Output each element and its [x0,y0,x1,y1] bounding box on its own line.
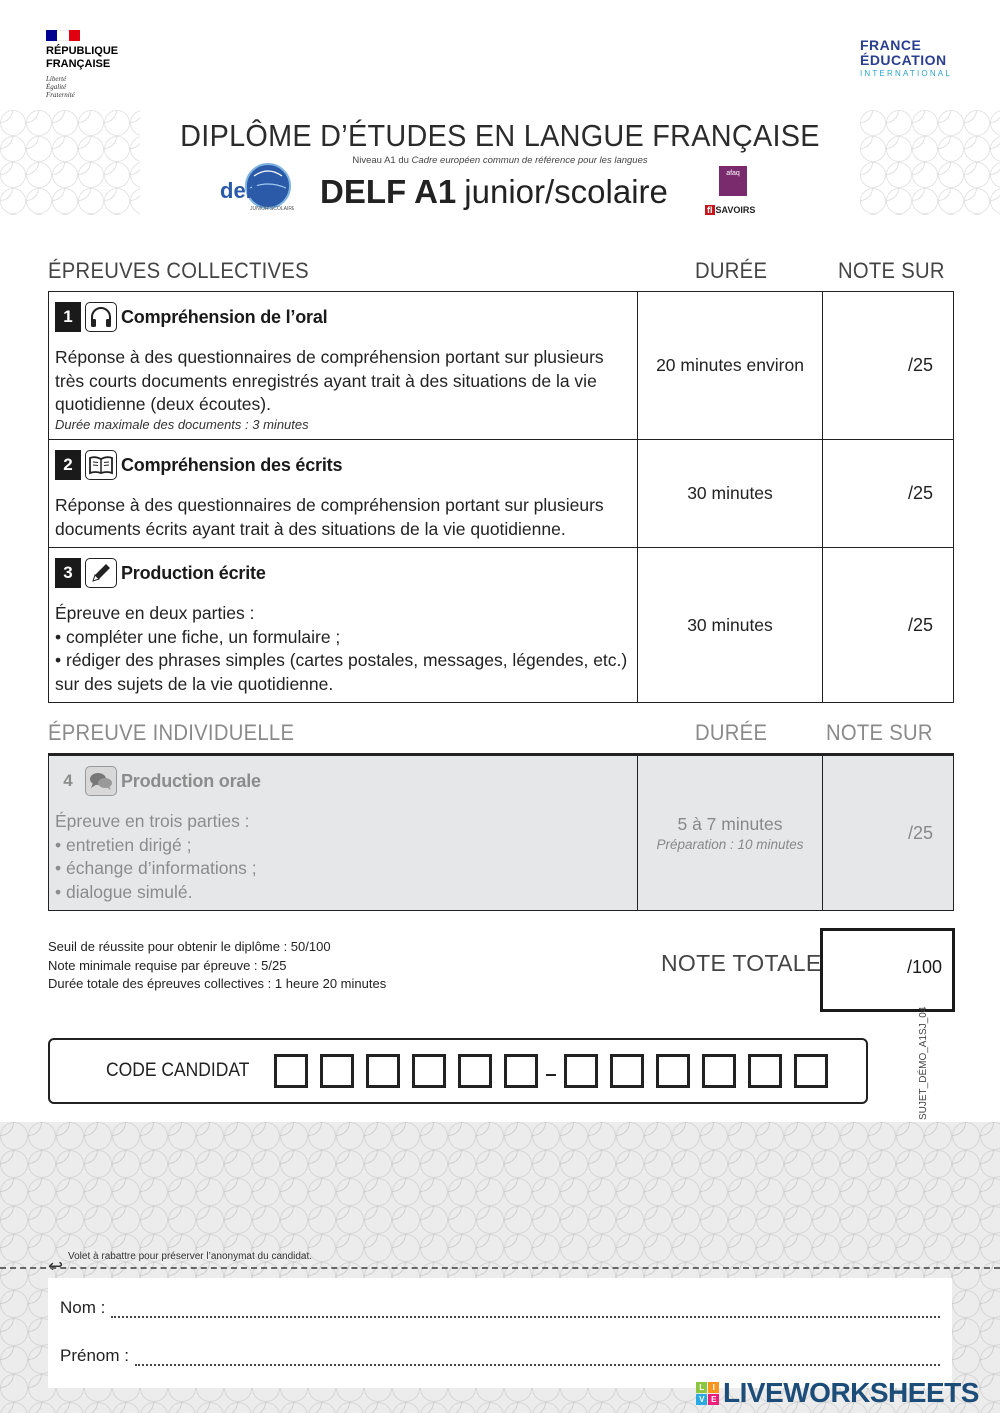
diploma-title: DIPLÔME D’ÉTUDES EN LANGUE FRANÇAISE [180,118,820,153]
epreuve-text-line: Épreuve en trois parties : [55,811,250,831]
code-digit-box[interactable] [412,1054,446,1088]
motto-liberte: Liberté [46,75,67,83]
epreuve-text-line: Réponse à des questionnaires de compréhension portant sur plusieurs [55,495,604,515]
collectives-duree-heading: DURÉE [695,258,768,283]
epreuve-title: Compréhension des écrits [121,454,343,475]
code-digit-box[interactable] [794,1054,828,1088]
nom-label: Nom : [60,1298,106,1317]
epreuve-text-line: • rédiger des phrases simples (cartes postales, messages, légendes, etc.) [55,650,628,670]
epreuve-text-line: • échange d’informations ; [55,858,257,878]
motto-egalite: Égalité [46,83,67,91]
info-line-minimale: Note minimale requise par épreuve : 5/25 [48,957,287,973]
epreuve-row-2 [49,440,954,548]
code-digit-box[interactable] [656,1054,690,1088]
fei-line1: FRANCE [859,37,922,53]
epreuve-text-line: • compléter une fiche, un formulaire ; [55,626,341,647]
fei-line2: ÉDUCATION [859,52,947,68]
collectives-heading: ÉPREUVES COLLECTIVES [48,258,309,283]
note-totale-label: NOTE TOTALE [661,950,822,976]
republique-line2: FRANÇAISE [46,58,111,70]
epreuve-duree: 20 minutes environ [638,292,823,440]
diploma-subtitle: Niveau A1 du Cadre européen commun de référence pour les langues [352,155,648,166]
savoirs-logo: fl SAVOIRS [707,205,756,215]
info-block [48,938,386,994]
individuelle-note-heading: NOTE SUR [826,720,933,745]
epreuve-note: /25 [823,548,954,703]
delf-logo-text: delf [220,178,260,203]
book-icon [85,450,117,480]
code-digit-box[interactable] [564,1054,598,1088]
epreuve-row-3 [49,548,954,703]
code-digit-box[interactable] [504,1054,538,1088]
liveworksheets-watermark [696,1377,979,1409]
collectives-table [48,291,954,703]
republique-line1: RÉPUBLIQUE [46,45,119,57]
fold-dashed-line [0,1267,1000,1269]
epreuve-text-line: sur des sujets de la vie quotidienne. [55,673,334,694]
fold-arrow-icon: ↩ [48,1256,64,1277]
epreuve-note: /25 [823,440,954,548]
code-candidat-field [48,1038,868,1104]
info-line-duree-totale: Durée totale des épreuves collectives : 1 heure 20 minutes [48,976,387,991]
nom-field[interactable] [111,1304,940,1318]
liveworksheets-logo-icon: L I V E [696,1382,719,1405]
fei-line3: INTERNATIONAL [859,69,952,78]
code-digit-box[interactable] [610,1054,644,1088]
epreuve-text-line: Épreuve en deux parties : [55,603,255,623]
france-education-international-logo [860,38,952,79]
sujet-reference: SUJET_DÉMO_A1SJ_04 [918,1006,929,1120]
epreuve-duree-preparation: Préparation : 10 minutes [656,837,804,852]
code-candidat-label: CODE CANDIDAT [106,1060,250,1081]
french-flag-icon [46,30,80,41]
epreuve-number: 4 [63,771,73,790]
epreuve-small-note: Durée maximale des documents : 3 minutes [55,416,309,432]
epreuve-text-line: documents écrits ayant trait à des situations de la vie quotidienne. [55,518,566,539]
speech-bubbles-icon [85,766,117,796]
code-digit-box[interactable] [274,1054,308,1088]
epreuve-note: /25 [823,292,954,440]
epreuve-number: 3 [55,558,81,588]
prenom-field[interactable] [135,1352,940,1366]
individuelle-heading: ÉPREUVE INDIVIDUELLE [48,720,295,745]
republique-francaise-logo [46,30,156,99]
epreuve-title: Production écrite [121,562,266,583]
headphones-icon [85,302,117,332]
code-digit-box[interactable] [702,1054,736,1088]
code-digit-box[interactable] [748,1054,782,1088]
pencil-icon [85,558,117,588]
epreuve-text-line: quotidienne (deux écoutes). [55,394,271,414]
epreuve-duree: 30 minutes [638,440,823,548]
code-digit-box[interactable] [366,1054,400,1088]
collectives-note-heading: NOTE SUR [838,258,945,283]
epreuve-note: /25 [823,755,954,911]
code-separator [546,1074,556,1076]
code-digit-box[interactable] [458,1054,492,1088]
individuelle-table [48,753,954,911]
afaq-logo: afaq [719,166,747,196]
epreuve-text-line: • entretien dirigé ; [55,834,192,855]
epreuve-text-line: • dialogue simulé. [55,881,193,902]
epreuve-row-4 [49,755,954,911]
epreuve-text-line: très courts documents enregistrés ayant trait à des situations de la vie [55,370,597,391]
epreuve-text-line: Réponse à des questionnaires de compréhension portant sur plusieurs [55,347,604,367]
delf-logo-sub: JUNIOR SCOLAIRE [250,206,294,212]
epreuve-row-1 [49,292,954,440]
liveworksheets-text: LIVEWORKSHEETS [723,1377,979,1408]
epreuve-duree: 30 minutes [638,548,823,703]
individuelle-duree-heading: DURÉE [695,720,768,745]
info-line-seuil: Seuil de réussite pour obtenir le diplôme : 50/100 [48,939,331,954]
prenom-label: Prénom : [60,1346,129,1365]
epreuve-title: Production orale [121,770,261,791]
code-digit-box[interactable] [320,1054,354,1088]
epreuve-title: Compréhension de l’oral [121,306,328,327]
epreuve-number: 2 [55,450,81,480]
anonymat-panel [48,1278,952,1388]
volet-instruction: Volet à rabattre pour préserver l’anonymat du candidat. [68,1251,313,1262]
delf-logo [220,162,294,216]
note-totale-box[interactable]: /100 [820,928,955,1012]
motto-fraternite: Fraternité [46,91,75,99]
level-title: DELF A1 junior/scolaire [320,173,668,210]
epreuve-duree: 5 à 7 minutes [677,814,783,834]
epreuve-number: 1 [55,302,81,332]
